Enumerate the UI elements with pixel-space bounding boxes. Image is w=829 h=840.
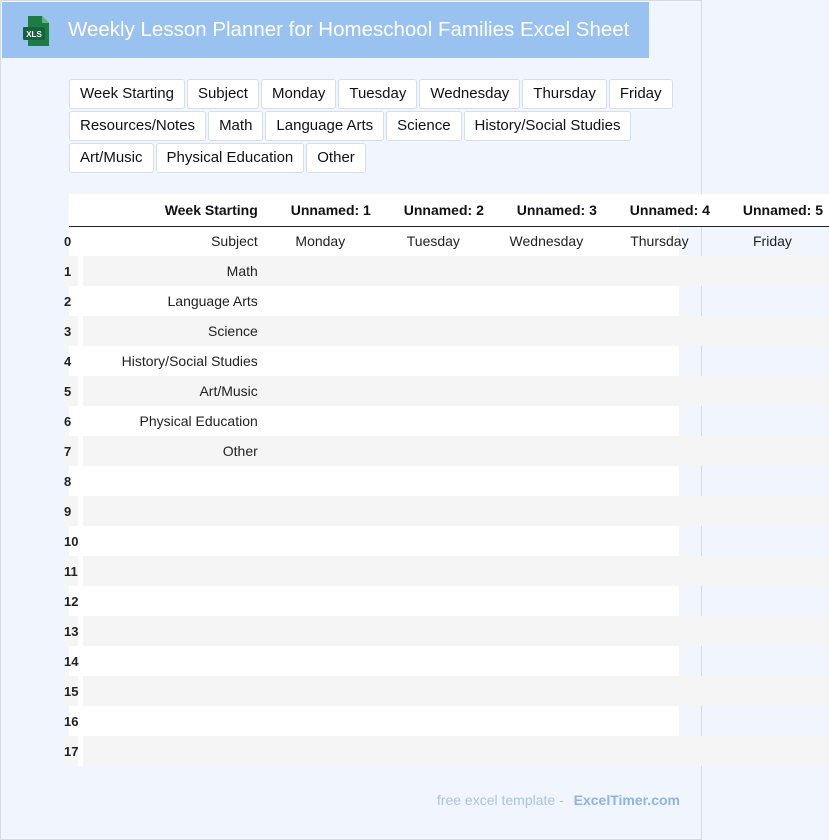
- table-cell[interactable]: [490, 406, 603, 436]
- table-row: [69, 286, 829, 316]
- table-cell[interactable]: Physical Education: [139, 413, 258, 429]
- table-row: [69, 556, 829, 586]
- table-cell[interactable]: [377, 646, 490, 676]
- table-cell[interactable]: [490, 676, 603, 706]
- table-cell[interactable]: [490, 736, 603, 766]
- index-header: [69, 194, 83, 226]
- row-index: 9: [64, 496, 78, 526]
- data-table-container[interactable]: [64, 194, 823, 766]
- column-chip[interactable]: Monday: [261, 79, 336, 109]
- column-header[interactable]: Unnamed: 2: [377, 194, 490, 226]
- table-row: [69, 316, 829, 346]
- table-cell[interactable]: Math: [83, 256, 263, 286]
- column-chip[interactable]: Friday: [609, 79, 673, 109]
- table-cell[interactable]: [264, 586, 377, 616]
- table-cell[interactable]: [83, 646, 263, 676]
- table-cell[interactable]: [264, 436, 377, 466]
- table-cell[interactable]: Art/Music: [83, 376, 263, 406]
- table-cell[interactable]: [377, 676, 490, 706]
- row-index: 1: [64, 256, 78, 286]
- data-table: [64, 194, 829, 766]
- table-cell[interactable]: [490, 286, 603, 316]
- table-cell[interactable]: [603, 496, 716, 526]
- column-chip[interactable]: Subject: [187, 79, 259, 109]
- row-index: 6: [64, 413, 72, 429]
- table-cell[interactable]: [264, 616, 377, 646]
- column-chip[interactable]: Physical Education: [156, 143, 305, 173]
- table-cell[interactable]: [490, 256, 603, 286]
- table-cell[interactable]: [490, 616, 603, 646]
- row-index: 0: [64, 233, 72, 249]
- table-cell[interactable]: [264, 466, 377, 496]
- table-cell[interactable]: [377, 496, 490, 526]
- table-cell[interactable]: [377, 436, 490, 466]
- table-cell[interactable]: History/Social Studies: [121, 353, 258, 369]
- table-cell[interactable]: [83, 736, 263, 766]
- row-index: 17: [64, 736, 78, 766]
- row-index: 13: [64, 616, 78, 646]
- table-cell[interactable]: [603, 706, 716, 736]
- table-cell[interactable]: [603, 256, 716, 286]
- table-cell[interactable]: Tuesday: [406, 233, 460, 250]
- table-cell[interactable]: Other: [83, 436, 263, 466]
- table-cell[interactable]: [716, 316, 829, 346]
- table-row: [69, 526, 829, 556]
- table-cell[interactable]: [377, 316, 490, 346]
- table-cell[interactable]: [716, 436, 829, 466]
- table-cell[interactable]: [603, 286, 716, 316]
- page-header: [2, 2, 649, 58]
- column-header[interactable]: Unnamed: 4: [603, 194, 716, 226]
- table-cell[interactable]: Wednesday: [509, 233, 584, 250]
- table-cell[interactable]: [377, 706, 490, 736]
- column-chip-list: [69, 79, 679, 175]
- table-cell[interactable]: [83, 706, 263, 736]
- table-cell[interactable]: [83, 586, 263, 616]
- table-cell[interactable]: [377, 376, 490, 406]
- table-cell[interactable]: [83, 496, 263, 526]
- table-cell[interactable]: [264, 346, 377, 376]
- column-chip[interactable]: Tuesday: [338, 79, 417, 109]
- footer-label: free excel template -: [436, 792, 564, 808]
- table-cell[interactable]: [264, 646, 377, 676]
- table-row: [69, 616, 829, 646]
- table-cell[interactable]: Thursday: [630, 233, 689, 250]
- table-cell[interactable]: [490, 586, 603, 616]
- table-cell[interactable]: [716, 406, 829, 436]
- table-cell[interactable]: [377, 586, 490, 616]
- table-cell[interactable]: [603, 646, 716, 676]
- table-cell[interactable]: [264, 736, 377, 766]
- table-row: [69, 436, 829, 466]
- excel-file-icon: [22, 15, 52, 47]
- column-header[interactable]: Unnamed: 3: [490, 194, 603, 226]
- table-cell[interactable]: [377, 736, 490, 766]
- table-cell[interactable]: [603, 556, 716, 586]
- table-cell[interactable]: [603, 466, 716, 496]
- table-cell[interactable]: [603, 526, 716, 556]
- table-cell[interactable]: Subject: [211, 233, 258, 250]
- row-index: 10: [64, 533, 79, 549]
- table-cell[interactable]: [603, 586, 716, 616]
- table-cell[interactable]: [716, 466, 829, 496]
- table-cell[interactable]: [716, 736, 829, 766]
- table-header-row: [69, 194, 829, 226]
- column-chip[interactable]: Art/Music: [69, 143, 154, 173]
- table-cell[interactable]: [490, 496, 603, 526]
- table-cell[interactable]: [603, 616, 716, 646]
- row-index: 16: [64, 713, 79, 729]
- table-cell[interactable]: [377, 616, 490, 646]
- table-cell[interactable]: [490, 646, 603, 676]
- table-cell[interactable]: [377, 556, 490, 586]
- table-cell[interactable]: [264, 496, 377, 526]
- table-cell[interactable]: [603, 346, 716, 376]
- table-cell[interactable]: Language Arts: [167, 293, 258, 309]
- table-cell[interactable]: [490, 466, 603, 496]
- column-header[interactable]: Unnamed: 1: [264, 194, 377, 226]
- table-cell[interactable]: [716, 286, 829, 316]
- table-row: [69, 466, 829, 496]
- table-cell[interactable]: [264, 526, 377, 556]
- table-cell[interactable]: [716, 706, 829, 736]
- table-cell[interactable]: [264, 556, 377, 586]
- column-chip[interactable]: History/Social Studies: [464, 111, 632, 141]
- table-row: [69, 676, 829, 706]
- row-index: 14: [64, 653, 79, 669]
- table-row: [69, 736, 829, 766]
- table-cell[interactable]: [83, 676, 263, 706]
- table-cell[interactable]: [716, 496, 829, 526]
- table-cell[interactable]: [716, 346, 829, 376]
- column-header[interactable]: Week Starting: [83, 194, 263, 226]
- row-index: 8: [64, 473, 72, 489]
- table-cell[interactable]: [603, 436, 716, 466]
- table-cell[interactable]: Friday: [753, 233, 792, 250]
- column-chip[interactable]: Wednesday: [419, 79, 520, 109]
- table-row: [69, 226, 829, 256]
- row-index: 15: [64, 676, 78, 706]
- table-cell[interactable]: [716, 646, 829, 676]
- table-cell[interactable]: [490, 316, 603, 346]
- table-cell[interactable]: [490, 706, 603, 736]
- column-chip[interactable]: Math: [208, 111, 263, 141]
- column-header[interactable]: Unnamed: 5: [716, 194, 829, 226]
- row-index: 5: [64, 376, 78, 406]
- table-cell[interactable]: Monday: [295, 233, 346, 250]
- table-cell[interactable]: [716, 586, 829, 616]
- row-index: 12: [64, 593, 79, 609]
- table-cell[interactable]: [377, 526, 490, 556]
- table-row: [69, 346, 829, 376]
- table-cell[interactable]: [264, 286, 377, 316]
- table-cell[interactable]: [264, 406, 377, 436]
- row-index: 3: [64, 316, 78, 346]
- table-row: [69, 646, 829, 676]
- table-cell[interactable]: [603, 406, 716, 436]
- table-row: [69, 406, 829, 436]
- row-index: 4: [64, 353, 72, 369]
- table-cell[interactable]: [83, 556, 263, 586]
- table-cell[interactable]: [490, 526, 603, 556]
- column-chip[interactable]: Other: [306, 143, 366, 173]
- table-cell[interactable]: [716, 676, 829, 706]
- table-cell[interactable]: [377, 466, 490, 496]
- table-cell[interactable]: [490, 346, 603, 376]
- table-row: [69, 586, 829, 616]
- column-chip[interactable]: Resources/Notes: [69, 111, 206, 141]
- footer-credit: [437, 792, 680, 808]
- footer-brand-link[interactable]: ExcelTimer.com: [573, 792, 680, 808]
- table-cell[interactable]: [377, 286, 490, 316]
- table-cell[interactable]: [264, 676, 377, 706]
- row-index: 11: [64, 556, 78, 586]
- excel-icon-label: XLS: [26, 30, 42, 39]
- table-cell[interactable]: [603, 316, 716, 346]
- table-cell[interactable]: [264, 316, 377, 346]
- page-title: Weekly Lesson Planner for Homeschool Families Excel Sheet: [68, 18, 630, 41]
- table-cell[interactable]: [490, 436, 603, 466]
- table-cell[interactable]: [603, 676, 716, 706]
- column-chip[interactable]: Thursday: [522, 79, 607, 109]
- table-cell[interactable]: [490, 556, 603, 586]
- table-cell[interactable]: [264, 256, 377, 286]
- table-cell[interactable]: [716, 556, 829, 586]
- table-row: [69, 376, 829, 406]
- row-index: 2: [64, 293, 72, 309]
- table-cell[interactable]: [264, 376, 377, 406]
- table-cell[interactable]: [377, 256, 490, 286]
- table-cell[interactable]: [83, 616, 263, 646]
- table-cell[interactable]: [603, 736, 716, 766]
- table-cell[interactable]: [716, 376, 829, 406]
- table-cell[interactable]: Science: [83, 316, 263, 346]
- table-cell[interactable]: [716, 256, 829, 286]
- table-row: [69, 496, 829, 526]
- table-cell[interactable]: [264, 706, 377, 736]
- table-cell[interactable]: [377, 346, 490, 376]
- table-cell[interactable]: [716, 616, 829, 646]
- column-chip[interactable]: Language Arts: [265, 111, 384, 141]
- table-cell[interactable]: [83, 466, 263, 496]
- table-cell[interactable]: [716, 526, 829, 556]
- table-cell[interactable]: [377, 406, 490, 436]
- table-cell[interactable]: [603, 376, 716, 406]
- table-cell[interactable]: [83, 526, 263, 556]
- row-index: 7: [64, 436, 78, 466]
- table-row: [69, 706, 829, 736]
- table-row: [69, 256, 829, 286]
- column-chip[interactable]: Week Starting: [69, 79, 185, 109]
- column-chip[interactable]: Science: [386, 111, 461, 141]
- table-cell[interactable]: [490, 376, 603, 406]
